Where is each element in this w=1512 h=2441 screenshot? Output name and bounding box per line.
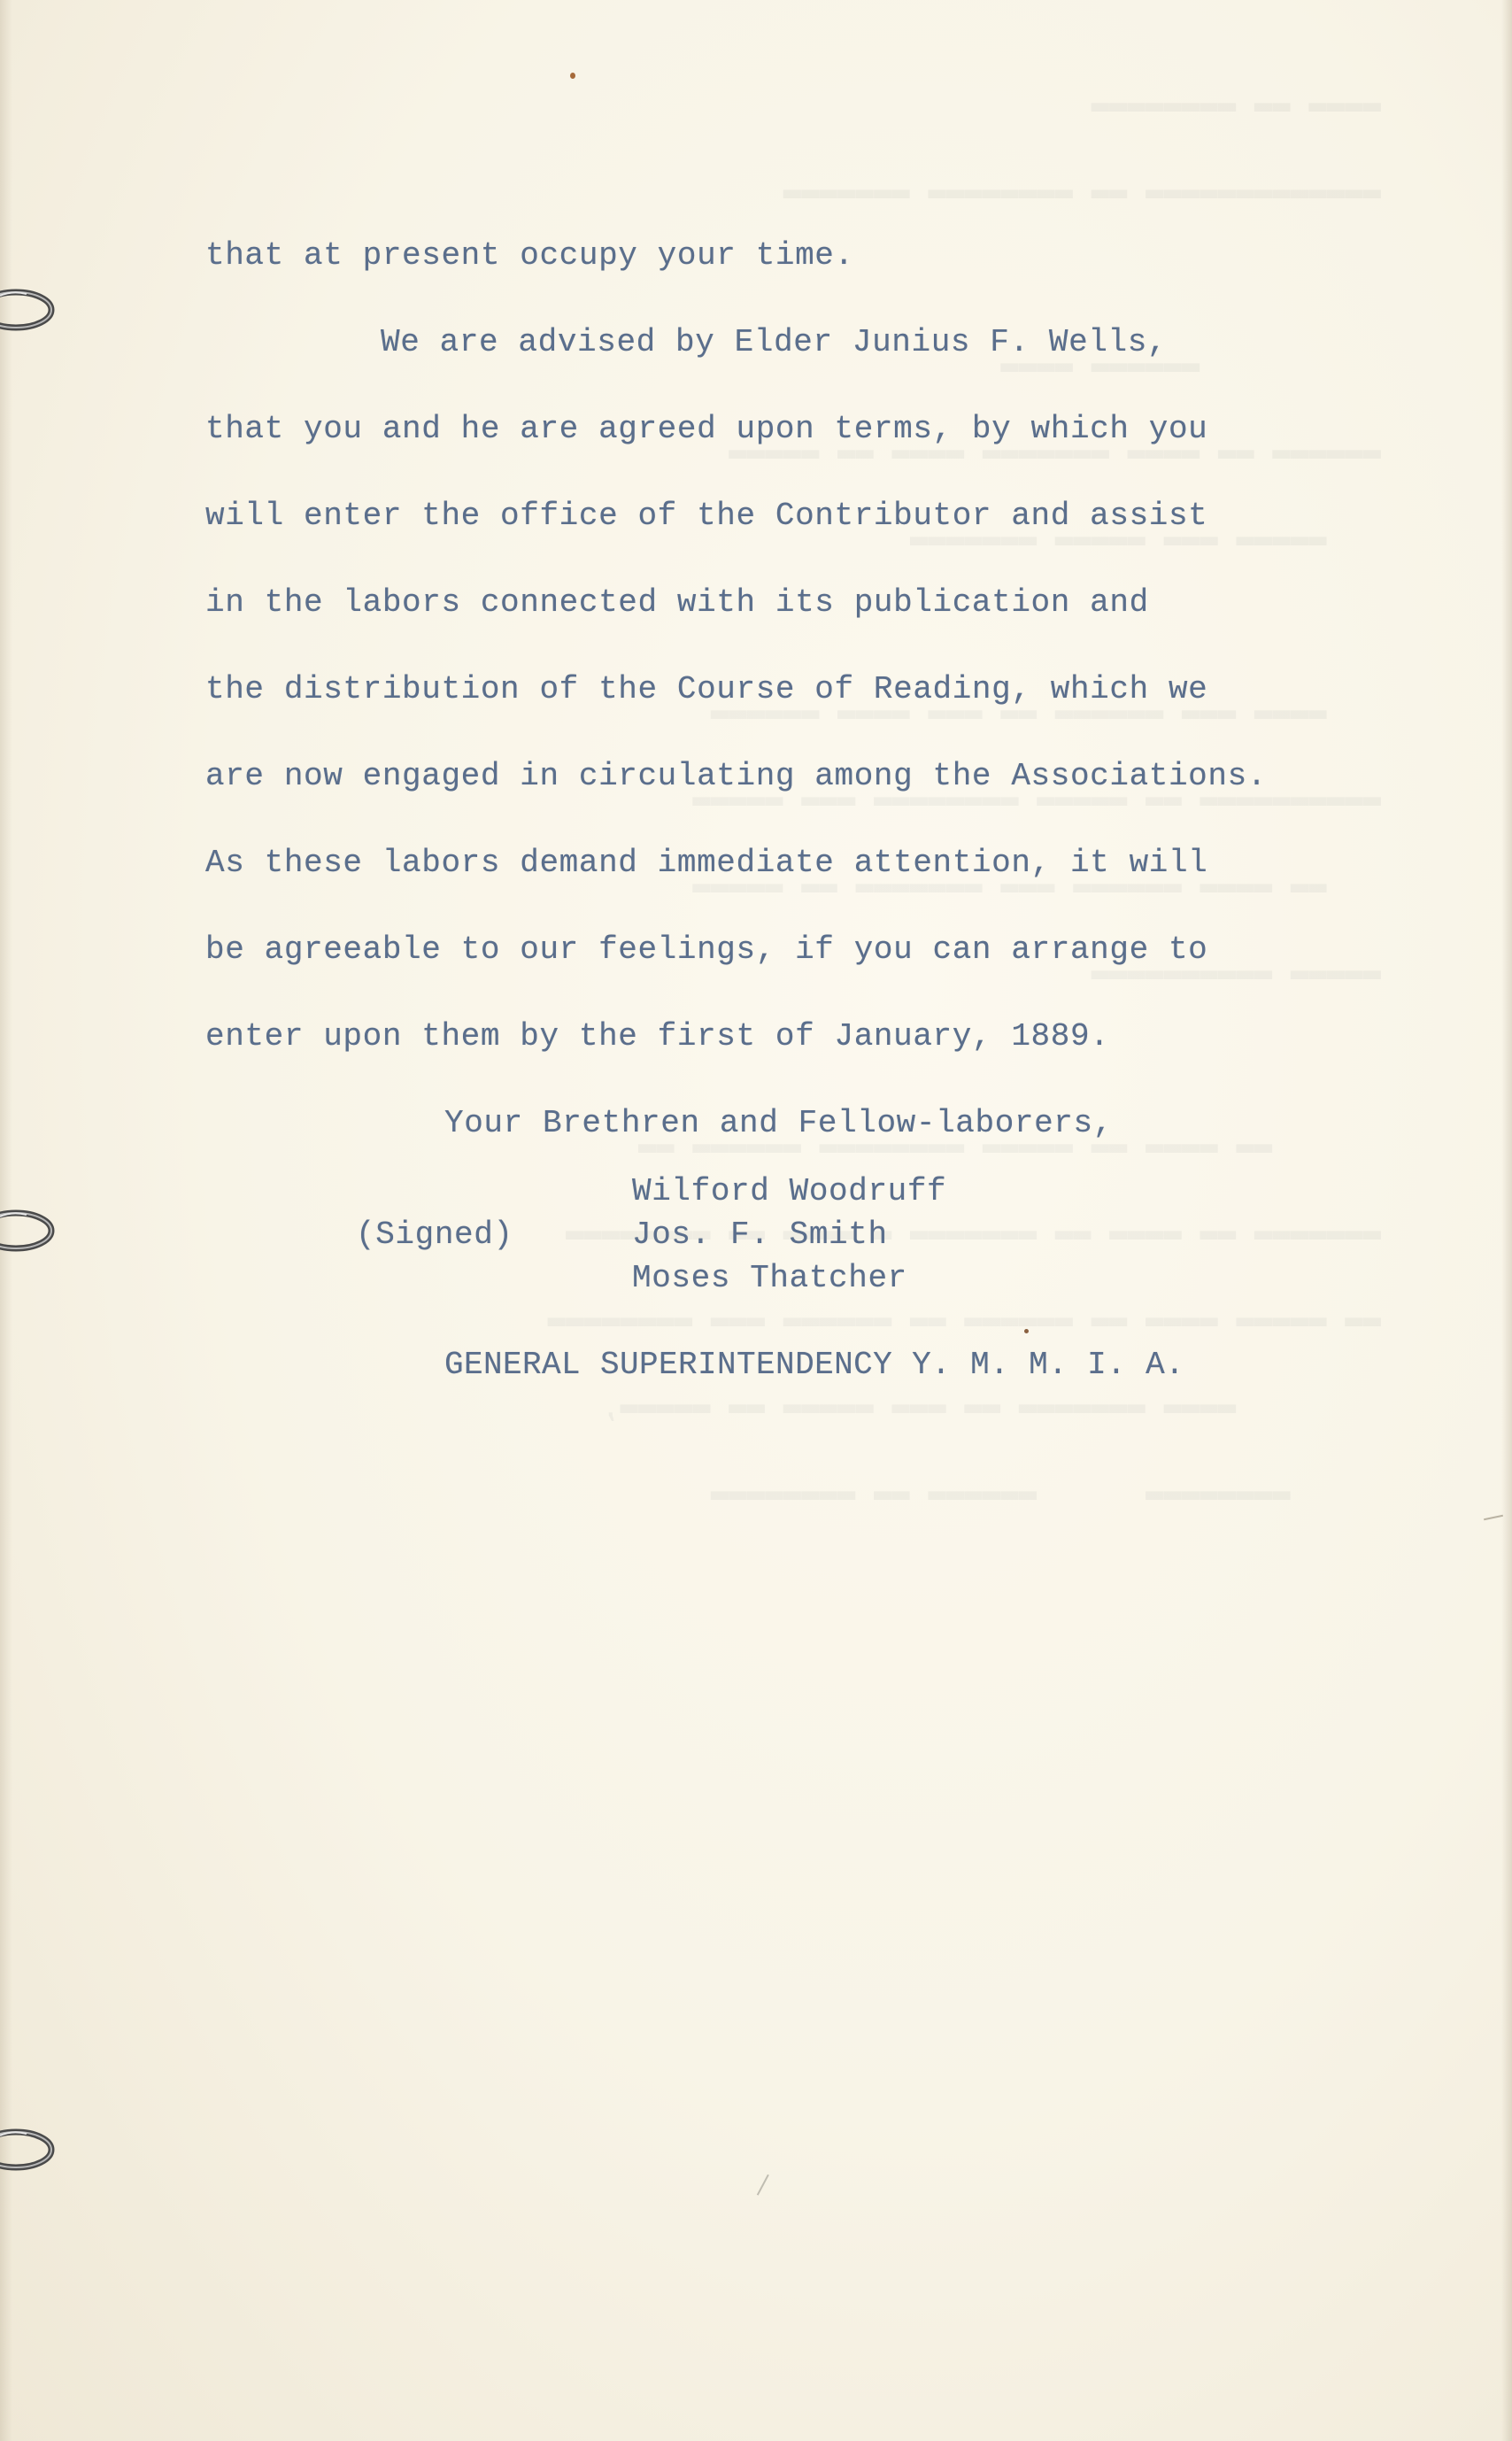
signatory-name: Moses Thatcher: [632, 1260, 907, 1296]
page-edge-right: [1501, 0, 1512, 2441]
binder-ring-icon: [0, 1206, 58, 1255]
signed-label: (Signed): [356, 1217, 513, 1253]
letter-body: [205, 212, 1445, 1167]
signatory-name: Wilford Woodruff: [632, 1173, 947, 1209]
pencil-mark: [757, 2174, 780, 2201]
letter-line: that at present occupy your time.: [205, 237, 854, 274]
binder-ring-icon: [0, 2125, 58, 2174]
letter-line: be agreeable to our feelings, if you can arrange to: [205, 931, 1208, 968]
paper-speck: [1024, 1329, 1029, 1333]
organization-title: GENERAL SUPERINTENDENCY Y. M. M. I. A.: [444, 1347, 1185, 1383]
letter-line: the distribution of the Course of Reading, which we: [205, 671, 1208, 707]
letter-line: are now engaged in circulating among the Associations.: [205, 758, 1267, 794]
page-edge-nick: [1484, 1515, 1503, 1521]
signatory-list: [632, 1170, 946, 1300]
letter-line: As these labors demand immediate attention, it will: [205, 845, 1208, 881]
letter-line: in the labors connected with its publication and: [205, 584, 1149, 621]
letter-line: We are advised by Elder Junius F. Wells,: [381, 324, 1168, 360]
signatory-name: Jos. F. Smith: [632, 1217, 888, 1253]
letter-line: enter upon them by the first of January, 1889.: [205, 1018, 1110, 1054]
closing-salutation: Your Brethren and Fellow-laborers,: [444, 1105, 1113, 1141]
letter-line: will enter the office of the Contributor and assist: [205, 498, 1208, 534]
paper-speck: [570, 73, 575, 79]
letter-line: that you and he are agreed upon terms, by which you: [205, 411, 1208, 447]
binder-ring-icon: [0, 285, 58, 335]
